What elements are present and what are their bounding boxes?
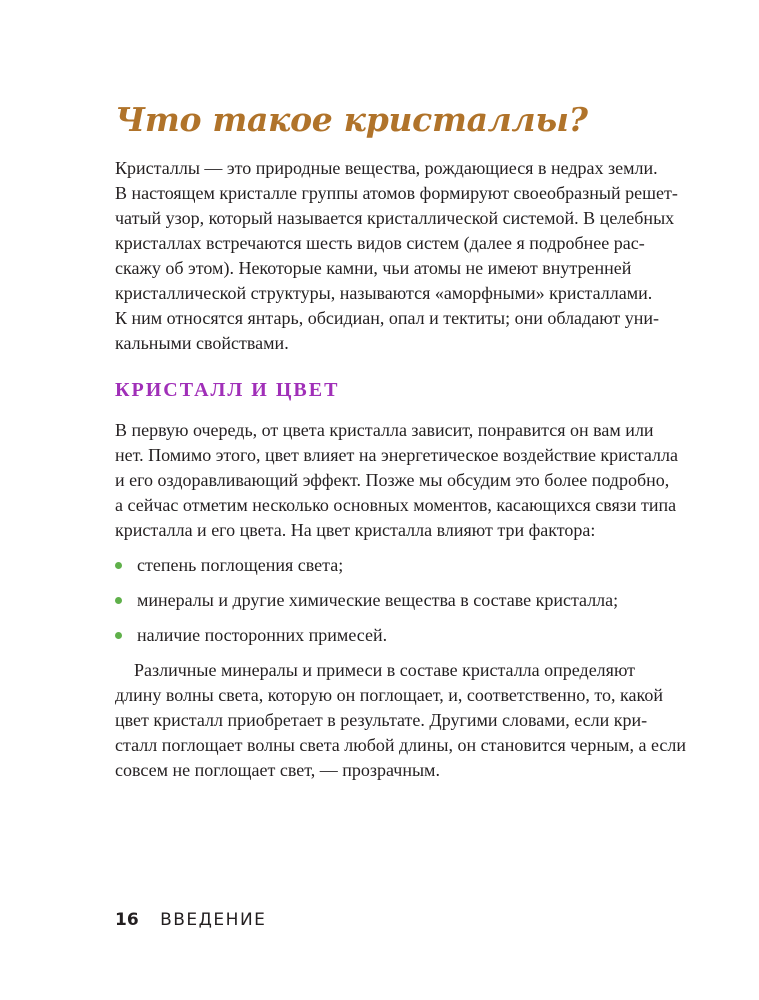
text-line: В настоящем кристалле группы атомов формируют своеобразный решет- [115,183,678,203]
text-line: и его оздоравливающий эффект. Позже мы обсудим это более подробно, [115,470,670,490]
page-footer [115,910,266,930]
page-number: 16 [115,910,139,930]
bullet-dot-icon [115,562,122,569]
text-line: Кристаллы — это природные вещества, рождающиеся в недрах земли. [115,158,658,178]
page-content [115,100,686,783]
footer-section-title: ВВЕДЕНИЕ [160,910,267,930]
list-item-text: наличие посторонних примесей. [137,625,388,645]
list-item [115,623,653,648]
text-line: совсем не поглощает свет, — прозрачным. [115,760,440,780]
text-line: а сейчас отметим несколько основных моментов, касающихся связи типа [115,495,677,515]
bullet-dot-icon [115,632,122,639]
text-line: длину волны света, которую он поглощает, и, соответственно, то, какой [115,685,663,705]
list-item-text: степень поглощения света; [137,555,344,575]
bullet-dot-icon [115,597,122,604]
text-line: сталл поглощает волны света любой длины, он становится черным, а если [115,735,686,755]
text-line: скажу об этом). Некоторые камни, чьи атомы не имеют внутренней [115,258,632,278]
factor-list [115,553,653,648]
list-item-text: минералы и другие химические вещества в составе кристалла; [137,590,619,610]
text-line: кальными свойствами. [115,333,289,353]
page-title: Что такое кристаллы? [115,100,588,139]
list-item [115,553,653,578]
text-line: кристаллической структуры, называются «аморфными» кристаллами. [115,283,653,303]
text-line: В первую очередь, от цвета кристалла зависит, понравится он вам или [115,420,654,440]
text-line: Различные минералы и примеси в составе кристалла определяют [134,660,636,680]
closing-paragraph [115,658,686,783]
color-paragraph [115,418,678,543]
text-line: цвет кристалл приобретает в результате. Другими словами, если кри- [115,710,648,730]
text-line: К ним относятся янтарь, обсидиан, опал и тектиты; они обладают уни- [115,308,660,328]
text-line: нет. Помимо этого, цвет влияет на энергетическое воздействие кристалла [115,445,678,465]
text-line: кристаллах встречаются шесть видов систем (далее я подробнее рас- [115,233,645,253]
section-subheading: КРИСТАЛЛ И ЦВЕТ [115,379,340,401]
intro-paragraph [115,156,678,356]
text-line: чатый узор, который называется кристаллической системой. В целебных [115,208,675,228]
list-item [115,588,653,613]
text-line: кристалла и его цвета. На цвет кристалла влияют три фактора: [115,520,596,540]
